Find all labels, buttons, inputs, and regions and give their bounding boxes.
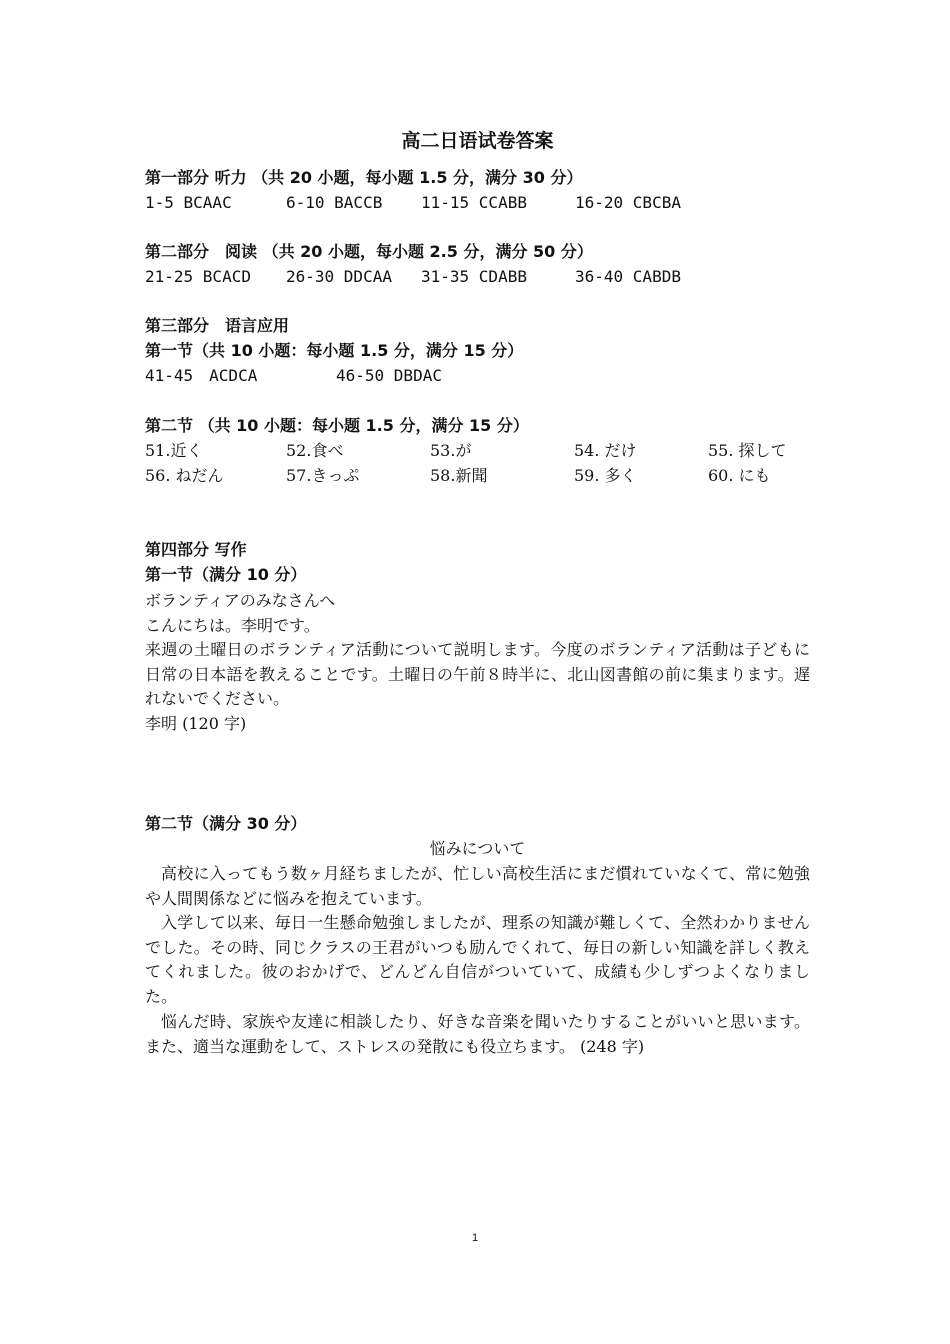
answer-55: 55. 探して [708,441,787,460]
document-title: 高二日语试卷答案 [401,130,554,152]
letter-signature: 李明 (120 字) [145,714,247,733]
answer-51: 51.近く [145,441,203,460]
part1-heading: 第一部分 听力 （共 20 小题，每小题 1.5 分，满分 30 分） [145,168,583,187]
page-number: 1 [471,1232,479,1244]
answer-59: 59. 多く [574,466,637,485]
part1-answer-4: 16-20 CBCBA [575,193,681,212]
part1-answer-1: 1-5 BCAAC [145,193,232,212]
letter-greeting: ボランティアのみなさんへ [145,591,336,610]
essay-paragraph-2: 入学して以来、毎日一生懸命勉強しましたが、理系の知識が難しくて、全然わかりませんでした。その時、同じクラスの王君がいつも励んでくれて、毎日の新しい知識を詳しく教えてくれました。彼のおかげで、どんどん自信がついていて、成績も少しずつよくなりました。 [145,913,810,1006]
part3-section1-answer-2: 46-50 DBDAC [336,366,442,385]
answer-52: 52.食べ [286,441,344,460]
part4-section1-heading: 第一节（满分 10 分） [145,565,307,584]
part1-answer-2: 6-10 BACCB [286,193,383,212]
part2-answer-3: 31-35 CDABB [421,267,527,286]
essay-paragraph-3: 悩んだ時、家族や友達に相談したり、好きな音楽を聞いたりすることがいいと思います。また、適当な運動をして、ストレスの発散にも役立ちます。 (248 字) [145,1012,810,1056]
part2-answer-1: 21-25 BCACD [145,267,251,286]
answer-53: 53.が [430,441,472,460]
part4-heading: 第四部分 写作 [145,540,247,559]
answer-60: 60. にも [708,466,771,485]
part2-answer-2: 26-30 DDCAA [286,267,392,286]
part3-section1-heading: 第一节（共 10 小题：每小题 1.5 分，满分 15 分） [145,341,524,360]
part3-section1-answer-1: 41-45 ACDCA [145,366,258,385]
answer-57: 57.きっぷ [286,466,360,485]
part2-heading: 第二部分 阅读 （共 20 小题，每小题 2.5 分，满分 50 分） [145,242,593,261]
essay-paragraph-1: 高校に入ってもう数ヶ月経ちましたが、忙しい高校生活にまだ慣れていなくて、常に勉強や人間関係などに悩みを抱えています。 [145,864,810,908]
answer-56: 56. ねだん [145,466,224,485]
answer-58: 58.新聞 [430,466,488,485]
part3-heading: 第三部分 语言应用 [145,316,290,335]
part3-section2-heading: 第二节 （共 10 小题：每小题 1.5 分，满分 15 分） [145,416,529,435]
letter-intro: こんにちは。李明です。 [145,616,320,635]
answer-54: 54. だけ [574,441,637,460]
part2-answer-4: 36-40 CABDB [575,267,681,286]
part4-section2-heading: 第二节（满分 30 分） [145,814,307,833]
part1-answer-3: 11-15 CCABB [421,193,527,212]
letter-body: 来週の土曜日のボランティア活動について説明します。今度のボランティア活動は子どもに日常の日本語を教えることです。土曜日の午前８時半に、北山図書館の前に集まります。遅れないでください。 [145,640,810,708]
essay-title: 悩みについて [429,839,526,858]
